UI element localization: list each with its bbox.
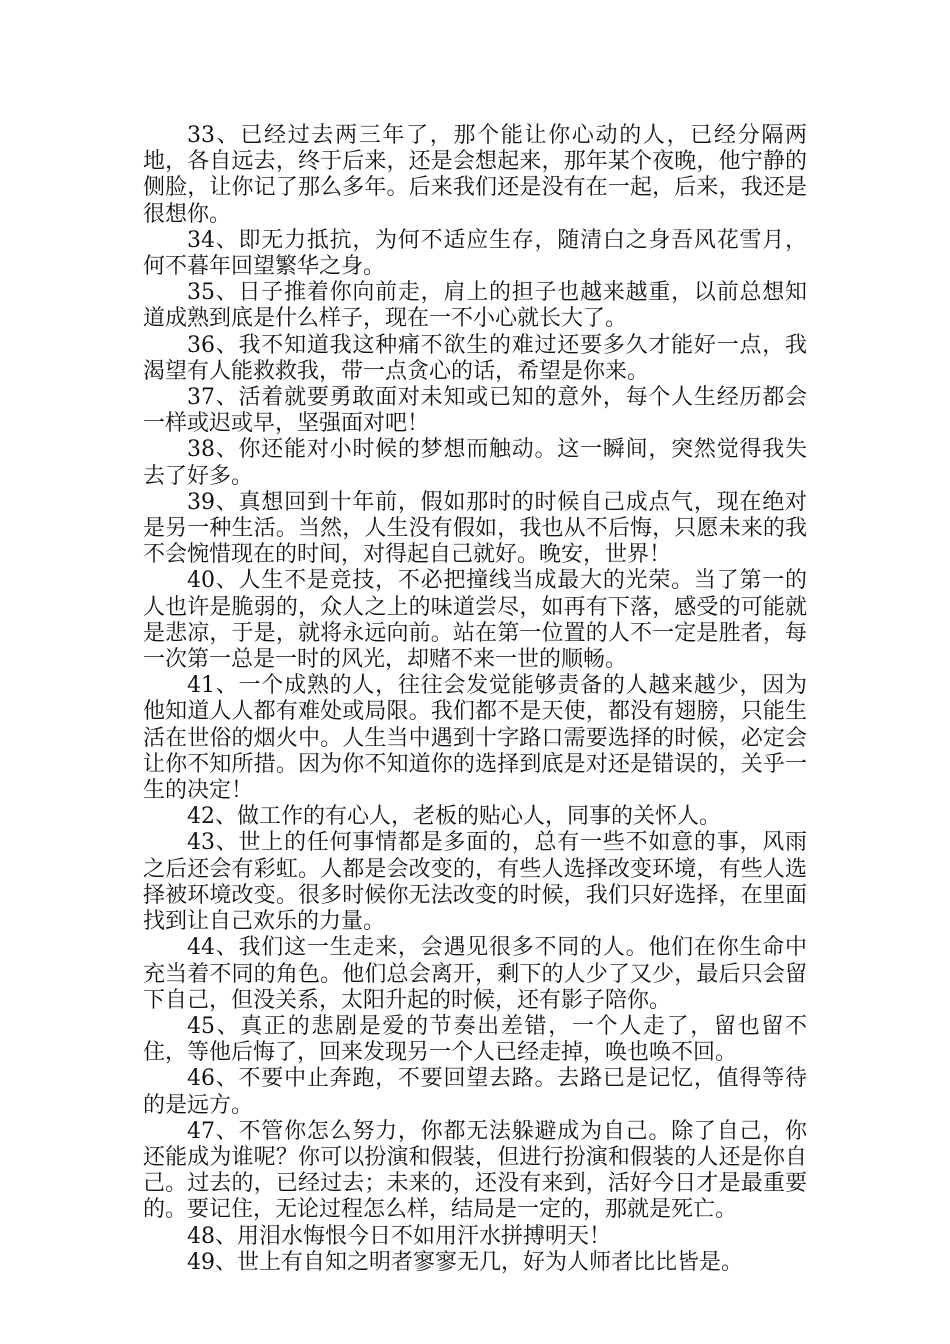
paragraph-42: 42、做工作的有心人，老板的贴心人，同事的关怀人。: [187, 804, 721, 830]
paragraph-33: 33、已经过去两三年了，那个能让你心动的人，已经分隔两地，各自远去，终于后来，还是会想起来，那年某个夜晚，他宁静的侧脸，让你记了那么多年。后来我们还是没有在一起，后来，我还是很想你。: [143, 123, 807, 227]
paragraph-45: 45、真正的悲剧是爱的节奏出差错，一个人走了，留也留不住，等他后悔了，回来发现另一个人已经走掉，唤也唤不回。: [143, 1013, 807, 1066]
paragraph-46: 46、不要中止奔跑，不要回望去路。去路已是记忆，值得等待的是远方。: [143, 1066, 807, 1118]
paragraph-48: 48、用泪水悔恨今日不如用汗水拼搏明天！: [187, 1223, 611, 1249]
document-body: [143, 123, 807, 1276]
paragraph-38: 38、你还能对小时候的梦想而触动。这一瞬间，突然觉得我失去了好多。: [143, 437, 807, 489]
paragraph-41: 41、一个成熟的人，往往会发觉能够责备的人越来越少，因为他知道人人都有难处或局限。我们都不是天使，都没有翅膀，只能生活在世俗的烟火中。人生当中遇到十字路口需要选择的时候，必定会让你不知所措。因为你不知道你的选择到底是对还是错误的，关乎一生的决定！: [143, 673, 807, 804]
paragraph-47: 47、不管你怎么努力，你都无法躲避成为自己。除了自己，你还能成为谁呢？你可以扮演和假装，但进行扮演和假装的人还是你自己。过去的，已经过去；未来的，还没有来到，活好今日才是最重要的。要记住，无论过程怎么样，结局是一定的，那就是死亡。: [143, 1118, 807, 1223]
paragraph-43: 43、世上的任何事情都是多面的，总有一些不如意的事，风雨之后还会有彩虹。人都是会改变的，有些人选择改变环境，有些人选择被环境改变。很多时候你无法改变的时候，我们只好选择，在里面找到让自己欢乐的力量。: [143, 830, 807, 935]
paragraph-49: 49、世上有自知之明者寥寥无几，好为人师者比比皆是。: [187, 1249, 743, 1275]
paragraph-36: 36、我不知道我这种痛不欲生的难过还要多久才能好一点，我渴望有人能救救我，带一点贪心的话，希望是你来。: [143, 332, 807, 384]
paragraph-40: 40、人生不是竞技，不必把撞线当成最大的光荣。当了第一的人也许是脆弱的，众人之上的味道尝尽，如再有下落，感受的可能就是悲凉，于是，就将永远向前。站在第一位置的人不一定是胜者，每一次第一总是一时的风光，却赌不来一世的顺畅。: [143, 568, 807, 673]
paragraph-44: 44、我们这一生走来，会遇见很多不同的人。他们在你生命中充当着不同的角色。他们总会离开，剩下的人少了又少，最后只会留下自己，但没关系，太阳升起的时候，还有影子陪你。: [143, 935, 807, 1013]
paragraph-39: 39、真想回到十年前，假如那时的时候自己成点气，现在绝对是另一种生活。当然，人生没有假如，我也从不后悔，只愿未来的我不会惋惜现在的时间，对得起自己就好。晚安，世界！: [143, 489, 807, 568]
paragraph-37: 37、活着就要勇敢面对未知或已知的意外，每个人生经历都会一样或迟或早，坚强面对吧！: [143, 385, 807, 437]
paragraph-34: 34、即无力抵抗，为何不适应生存，随清白之身吾风花雪月，何不暮年回望繁华之身。: [143, 227, 807, 280]
paragraph-35: 35、日子推着你向前走，肩上的担子也越来越重，以前总想知道成熟到底是什么样子，现在一不小心就长大了。: [143, 280, 807, 332]
